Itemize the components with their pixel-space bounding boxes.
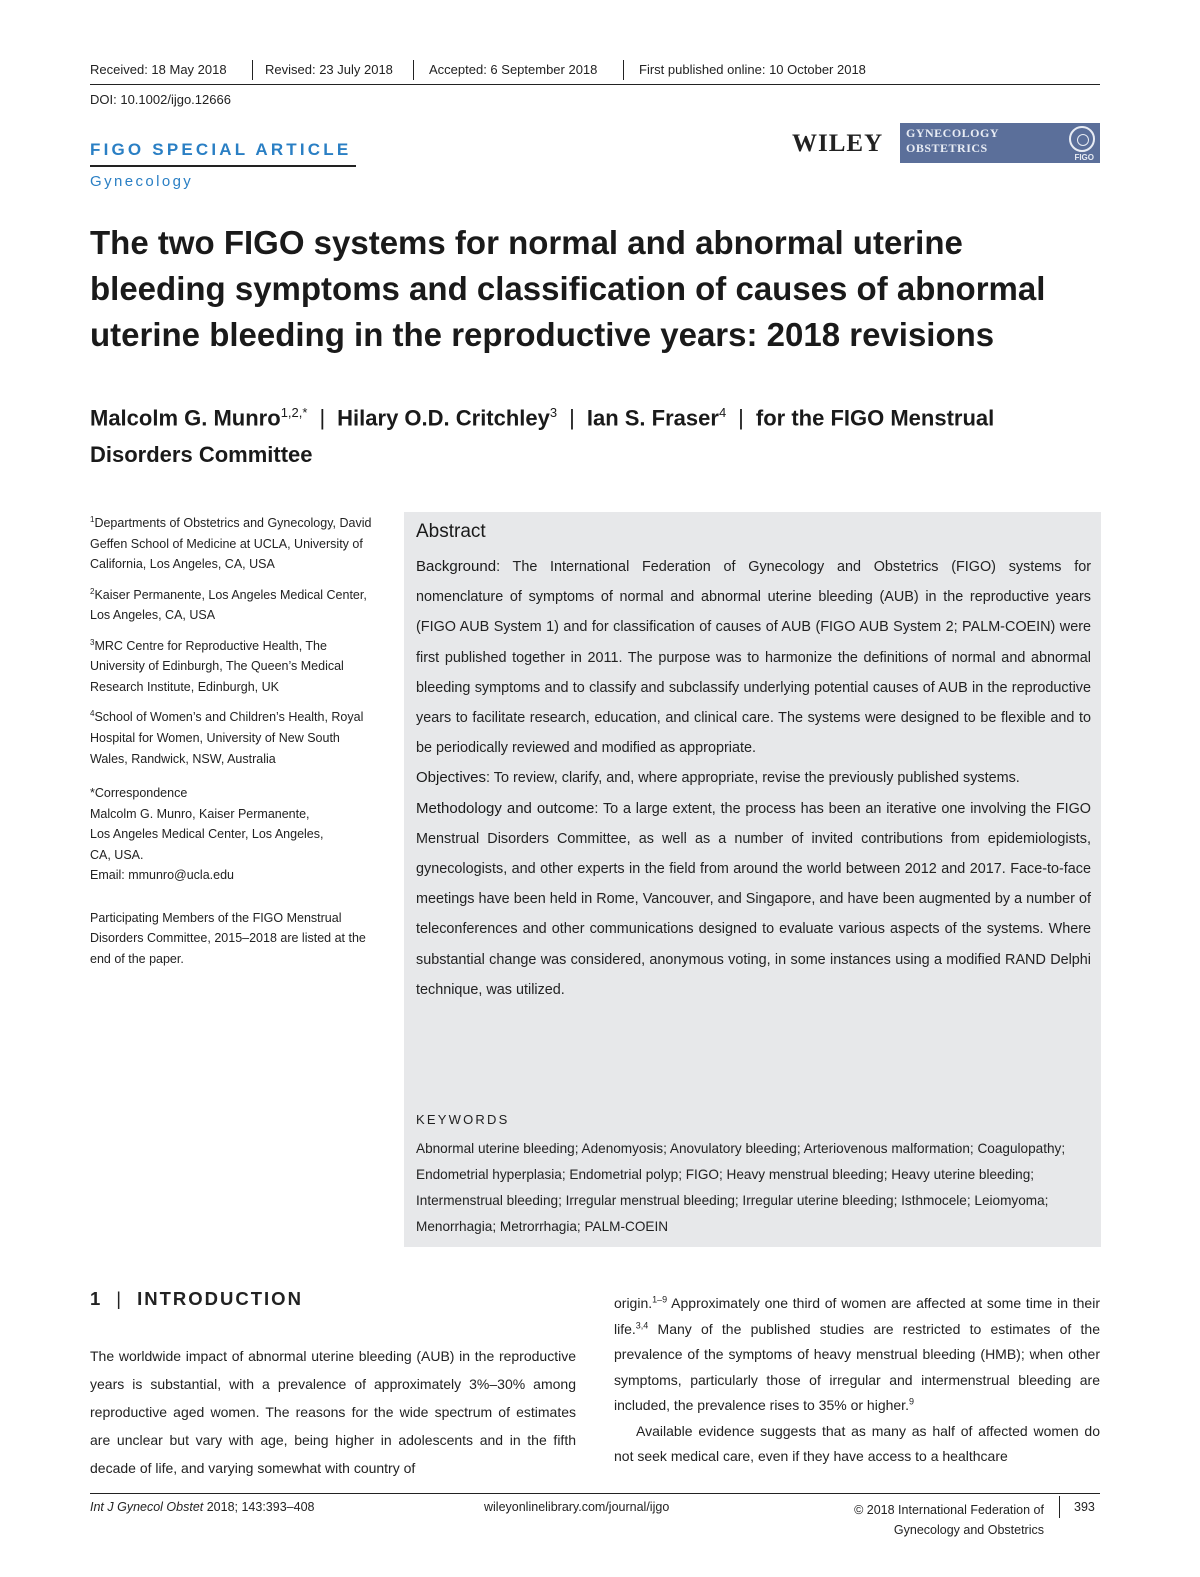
intro-paragraph-left: The worldwide impact of abnormal uterine bleeding (AUB) in the reproductive years is substantial, with a prevalence of approximately 3%–30% among reproductive aged women. The reasons for the wide spectrum of estimates are unclear but vary with age, being higher in adolescents and in the fifth decade of life, and varying somewhat with country of — [90, 1348, 576, 1476]
intro-column-right — [614, 1291, 1100, 1470]
affiliation-number: 3 — [90, 637, 95, 647]
author-group: for the FIGO Menstrual Disorders Committee — [90, 405, 995, 468]
author-affiliation-ref: 3 — [549, 405, 558, 420]
abstract-text: : The International Federation of Gynecology and Obstetrics (FIGO) systems for nomenclature of symptoms of normal and abnormal uterine bleeding (AUB) in the reproductive years (FIGO AUB System 1) and for classification of causes of AUB (FIGO AUB System 2; PALM-COEIN) were first published together in 2011. The purpose was to harmonize the definitions of normal and abnormal bleeding symptoms and to classify and subclassify underlying potential causes of AUB in the reproductive years to facilitate research, education, and clinical care. The systems were designed to be flexible and to be periodically reviewed and modified as appropriate. — [416, 559, 1091, 757]
intro-text: origin. — [614, 1295, 653, 1311]
correspondence-line: CA, USA. — [90, 847, 144, 862]
footer-url[interactable]: wileyonlinelibrary.com/journal/ijgo — [484, 1500, 670, 1514]
author-name[interactable]: Hilary O.D. Critchley — [337, 405, 550, 431]
author-name[interactable]: Malcolm G. Munro — [90, 405, 281, 431]
received-date: Received: 18 May 2018 — [90, 62, 227, 77]
subject-category: Gynecology — [90, 173, 194, 190]
correspondence-line: Malcolm G. Munro, Kaiser Permanente, — [90, 806, 310, 821]
abstract-body — [416, 552, 1091, 1005]
affiliation-text: School of Women’s and Children’s Health, Royal Hospital for Women, University of New South Wales, Randwick, NSW, Australia — [90, 710, 364, 766]
correspondence-line: Los Angeles Medical Center, Los Angeles, — [90, 827, 324, 842]
journal-logo — [900, 123, 1100, 163]
footer-divider — [1059, 1496, 1060, 1518]
page-number: 393 — [1074, 1500, 1095, 1514]
participants-note: Participating Members of the FIGO Menstrual Disorders Committee, 2015–2018 are listed at the end of the paper. — [90, 910, 366, 966]
history-divider — [413, 60, 414, 80]
intro-paragraph — [614, 1291, 1100, 1419]
abstract-label: Methodology and outcome — [416, 799, 595, 817]
affiliation — [90, 582, 378, 626]
journal-logo-text: GYNECOLOGY OBSTETRICS — [906, 126, 999, 155]
footer-citation — [90, 1500, 314, 1514]
abstract-objectives — [416, 763, 1091, 793]
author-affiliation-ref: 1,2,* — [280, 405, 308, 420]
citation-ref[interactable]: 9 — [908, 1396, 914, 1407]
affiliation-number: 4 — [90, 709, 95, 719]
revised-date: Revised: 23 July 2018 — [265, 62, 393, 77]
abstract-text: : To a large extent, the process has been an iterative one involving the FIGO Menstrual Disorders Committee, as well as a number of invited contributions from epidemiologists, gynecologists, and other experts in the field from around the world between 2012 and 2017. Face-to-face meetings have been held in Rome, Vancouver, and Singapore, and have been augmented by a number of teleconferences and other communications designed to evaluate various aspects of the systems. Where substantial change was considered, anonymous voting, in some instances using a modified RAND Delphi technique, was utilized. — [416, 800, 1091, 998]
affiliation-text: Kaiser Permanente, Los Angeles Medical Center, Los Angeles, CA, USA — [90, 587, 367, 623]
author-separator: | — [738, 405, 744, 431]
affiliation — [90, 704, 378, 769]
correspondence-heading: *Correspondence — [90, 786, 188, 801]
history-divider — [252, 60, 253, 80]
journal-logo-mini: FIGO — [1074, 153, 1094, 162]
author-separator: | — [319, 405, 326, 431]
abstract-label: Objectives — [416, 769, 487, 787]
publisher-logo: WILEY — [792, 130, 884, 157]
published-date: First published online: 10 October 2018 — [639, 62, 866, 77]
affiliation-text: MRC Centre for Reproductive Health, The University of Edinburgh, The Queen’s Medical Research Institute, Edinburgh, UK — [90, 638, 344, 694]
abstract-background — [416, 552, 1091, 763]
abstract-label: Background — [416, 558, 497, 575]
doi[interactable]: DOI: 10.1002/ijgo.12666 — [90, 92, 231, 107]
affiliation-number: 1 — [90, 515, 95, 524]
footer-copyright: © 2018 International Federation of Gynecology and Obstetrics — [854, 1503, 1044, 1537]
affiliation — [90, 633, 378, 698]
section-separator: | — [116, 1288, 124, 1309]
author-separator: | — [569, 405, 575, 431]
affiliation-text: Departments of Obstetrics and Gynecology, David Geffen School of Medicine at UCLA, University of California, Los Angeles, CA, USA — [90, 516, 372, 572]
article-type-rule — [90, 165, 356, 167]
section-number: 1 — [90, 1288, 103, 1309]
intro-paragraph: Available evidence suggests that as many as half of affected women do not seek medical care, even if they have access to a healthcare — [614, 1422, 1100, 1464]
correspondence-email[interactable]: Email: mmunro@ucla.edu — [90, 868, 234, 883]
keywords-list: Abnormal uterine bleeding; Adenomyosis; Anovulatory bleeding; Arteriovenous malformation; Coagulopathy; Endometrial hyperplasia; Endometrial polyp; FIGO; Heavy menstrual bleeding; Heavy uterine bleeding; Intermenstrual bleeding; Irregular menstrual bleeding; Irregular uterine bleeding; Isthmocele; Leiomyoma; Menorrhagia; Metrorrhagia; PALM-COEIN — [416, 1141, 1066, 1234]
author-name[interactable]: Ian S. Fraser — [586, 405, 719, 431]
affiliation — [90, 510, 378, 575]
figo-seal-icon — [1069, 126, 1095, 152]
publication-history — [90, 62, 1100, 82]
article-type: FIGO SPECIAL ARTICLE — [90, 140, 352, 159]
article-title: The two FIGO systems for normal and abnormal uterine bleeding symptoms and classification of causes of abnormal uterine bleeding in the reproductive years: 2018 revisions — [90, 224, 1046, 353]
abstract-text: : To review, clarify, and, where appropriate, revise the previously published systems. — [486, 770, 1020, 787]
citation-ref[interactable]: 1–9 — [652, 1294, 668, 1305]
intro-text: Many of the published studies are restricted to estimates of the prevalence of the symptoms of heavy menstrual bleeding (HMB); when other symptoms, particularly those of irregular and intermenstrual bleeding are included, the prevalence rises to 35% or higher. — [614, 1320, 1100, 1413]
footer-volume: 2018; 143:393–408 — [203, 1500, 315, 1514]
footer-journal: Int J Gynecol Obstet — [90, 1500, 204, 1514]
author-affiliation-ref: 4 — [718, 405, 727, 420]
section-heading-introduction — [90, 1288, 303, 1310]
abstract-heading: Abstract — [416, 521, 486, 542]
abstract-box — [404, 512, 1101, 1247]
history-divider — [623, 60, 624, 80]
footer-rule — [90, 1493, 1100, 1494]
abstract-methods — [416, 794, 1091, 1005]
affiliation-number: 2 — [90, 586, 95, 596]
author-list — [90, 394, 1100, 473]
keywords-heading: KEYWORDS — [416, 1112, 510, 1127]
header-rule — [90, 84, 1100, 85]
citation-ref[interactable]: 3,4 — [635, 1319, 649, 1330]
affiliations-column — [90, 510, 378, 969]
section-title: INTRODUCTION — [137, 1288, 303, 1309]
accepted-date: Accepted: 6 September 2018 — [429, 62, 598, 77]
intro-text: Approximately one third of women are affected at some time in their life. — [614, 1295, 1100, 1337]
